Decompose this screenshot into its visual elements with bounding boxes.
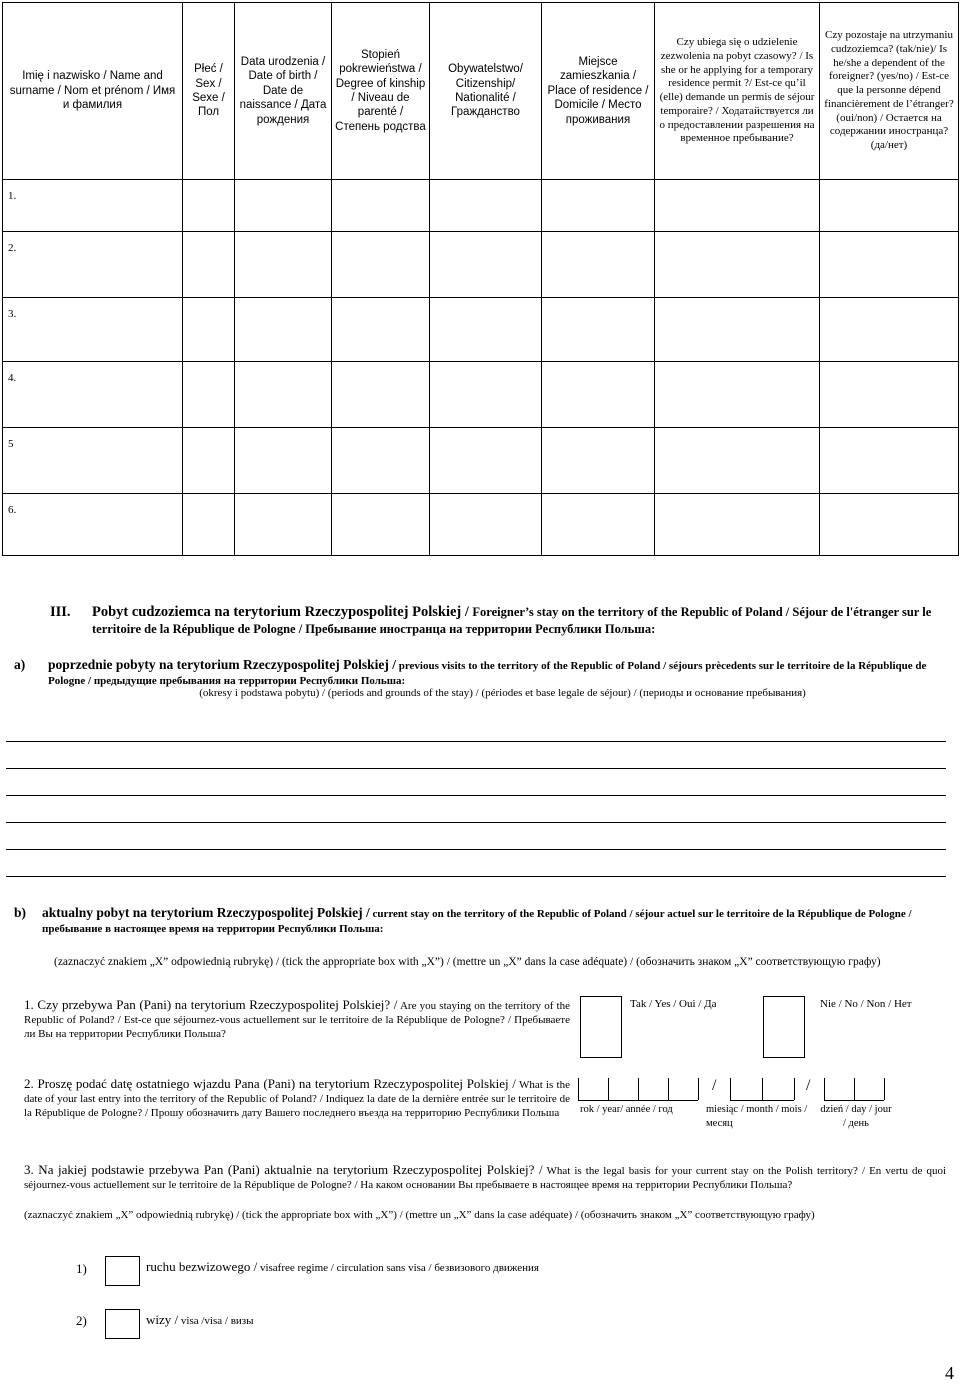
table-cell[interactable] <box>655 232 820 298</box>
day-label: dzień / day / jour / день <box>820 1104 892 1129</box>
table-cell[interactable] <box>430 232 542 298</box>
table-header-row <box>3 3 959 180</box>
part-b-heading-rest: current stay on the territory of the Republic of Poland / séjour actuel sur le territoire de la République de Pologne / пребывание в настоящее время на территории Республики Польша: <box>42 908 912 935</box>
table-cell[interactable] <box>820 180 959 232</box>
year-digit[interactable] <box>698 1078 699 1100</box>
table-cell[interactable] <box>430 428 542 494</box>
table-cell[interactable] <box>183 428 235 494</box>
header-residence: Miejsce zamieszkania / Place of residence / Domicile / Место проживания <box>542 3 655 180</box>
row-number: 1. <box>3 180 183 232</box>
part-b-instruction: (zaznaczyć znakiem „X” odpowiednią rubrykę) / (tick the appropriate box with „X”) / (mettre un „X” dans la case adéquate) / (обозначить знаком „X” соответствующую графу) <box>54 956 881 968</box>
part-b-label: b) <box>14 905 27 920</box>
header-sex: Płeć / Sex / Sexe / Пол <box>183 3 235 180</box>
table-cell[interactable] <box>332 428 430 494</box>
section-3-title <box>50 604 955 638</box>
question-3-instruction: (zaznaczyć znakiem „X” odpowiednią rubrykę) / (tick the appropriate box with „X”) / (mettre un „X” dans la case adéquate) / (обозначить знаком „X” соответствующую графу) <box>24 1209 815 1221</box>
option-1-label-rest: visafree regime / circulation sans visa / безвизового движения <box>259 1262 539 1274</box>
day-digit[interactable] <box>884 1078 885 1100</box>
year-label: rok / year/ année / год <box>580 1104 673 1115</box>
table-cell[interactable] <box>332 232 430 298</box>
table-cell[interactable] <box>542 232 655 298</box>
day-baseline <box>824 1100 884 1101</box>
table-cell[interactable] <box>183 232 235 298</box>
row-number: 2. <box>3 232 183 298</box>
part-b-heading <box>14 905 958 937</box>
table-cell[interactable] <box>235 428 332 494</box>
section-3-number: III. <box>50 604 71 620</box>
answer-line[interactable] <box>6 795 946 796</box>
question-1-rest: Are you staying on the territory of the Republic of Poland? / Est-ce que séjournez-vous actuellement sur le territoire de la République de Pologne? / Пребываете ли Вы на территории Республики Польша? <box>24 1000 570 1040</box>
section-3-title-rest: Foreigner’s stay on the territory of the Republic of Poland / Séjour de l'étranger sur le territoire de la République de Pologne / Пребывание иностранца на территории Республики Польша: <box>92 605 932 636</box>
table-cell[interactable] <box>430 362 542 428</box>
table-row <box>3 428 959 494</box>
question-2 <box>24 1077 570 1120</box>
family-members-table <box>2 2 959 556</box>
question-1-pl: 1. Czy przebywa Pan (Pani) na terytorium Rzeczypospolitej Polskiej? / <box>24 997 398 1012</box>
section-3-title-pl: Pobyt cudzoziemca na terytorium Rzeczypospolitej Polskiej / <box>92 604 469 620</box>
yes-label: Tak / Yes / Oui / Да <box>630 998 717 1010</box>
table-cell[interactable] <box>235 232 332 298</box>
header-dependent: Czy pozostaje na utrzymaniu cudzoziemca? (tak/nie)/ Is he/she a dependent of the foreigner? (yes/no) / Est-ce que la personne dépend financièrement de l’étranger? (oui/non) / Остается на содержании иностранца? (да/нет) <box>820 3 959 180</box>
month-label: miesiąc / month / mois / месяц <box>706 1104 808 1129</box>
answer-line[interactable] <box>6 849 946 850</box>
table-cell[interactable] <box>655 494 820 556</box>
table-cell[interactable] <box>183 298 235 362</box>
row-number: 5 <box>3 428 183 494</box>
part-a-label: a) <box>14 657 26 672</box>
table-cell[interactable] <box>235 298 332 362</box>
option-1-label <box>146 1260 846 1275</box>
table-cell[interactable] <box>332 180 430 232</box>
visa-free-checkbox[interactable] <box>105 1256 140 1286</box>
month-digit[interactable] <box>730 1078 731 1100</box>
part-a-heading-pl: poprzednie pobyty na terytorium Rzeczypospolitej Polskiej / <box>48 657 396 672</box>
header-kinship: Stopień pokrewieństwa / Degree of kinship / Niveau de parenté / Степень родства <box>332 3 430 180</box>
year-baseline <box>578 1100 698 1101</box>
part-a-heading <box>14 657 954 689</box>
table-cell[interactable] <box>235 180 332 232</box>
table-cell[interactable] <box>332 362 430 428</box>
table-row <box>3 232 959 298</box>
no-label: Nie / No / Non / Нет <box>820 998 912 1010</box>
question-1 <box>24 998 570 1041</box>
option-1-label-pl: ruchu bezwizowego / <box>146 1259 258 1274</box>
table-cell[interactable] <box>183 180 235 232</box>
question-3 <box>24 1163 946 1192</box>
no-checkbox[interactable] <box>763 996 805 1058</box>
question-3-pl: 3. Na jakiej podstawie przebywa Pan (Pani) aktualnie na terytorium Rzeczypospolitej Polskiej? / <box>24 1162 543 1177</box>
row-number: 3. <box>3 298 183 362</box>
day-digit[interactable] <box>854 1078 855 1100</box>
date-separator: / <box>712 1077 717 1094</box>
question-3-rest: What is the legal basis for your current stay on the Polish territory? / En vertu de quoi séjournez-vous actuellement sur le territoire de la République de Pologne? / На каком основании Вы пребываете в настоящее время на территории Республики Польша? <box>24 1165 947 1191</box>
header-citizenship: Obywatelstwo/ Citizenship/ Nationalité / Гражданство <box>430 3 542 180</box>
table-cell[interactable] <box>430 494 542 556</box>
table-cell[interactable] <box>820 298 959 362</box>
table-cell[interactable] <box>542 428 655 494</box>
table-cell[interactable] <box>235 362 332 428</box>
option-2-label-pl: wizy / <box>146 1312 179 1327</box>
table-row <box>3 180 959 232</box>
question-2-pl: 2. Proszę podać datę ostatniego wjazdu Pana (Pani) na terytorium Rzeczypospolitej Polskiej / <box>24 1076 516 1091</box>
table-cell[interactable] <box>542 180 655 232</box>
table-cell[interactable] <box>655 180 820 232</box>
table-cell[interactable] <box>655 428 820 494</box>
table-cell[interactable] <box>235 494 332 556</box>
header-name: Imię i nazwisko / Name and surname / Nom et prénom / Имя и фамилия <box>3 3 183 180</box>
year-digit[interactable] <box>578 1078 579 1100</box>
table-cell[interactable] <box>183 494 235 556</box>
table-cell[interactable] <box>820 232 959 298</box>
question-2-rest: What is the date of your last entry into the territory of the Republic of Poland? / Indiquez la date de la dernière entrée sur le territoire de la République de Pologne? / Прошу обозначить дату Вашего последнего въезда на территорию Республики Польша <box>24 1079 570 1119</box>
visa-checkbox[interactable] <box>105 1309 140 1339</box>
table-row <box>3 494 959 556</box>
part-a-heading-rest: previous visits to the territory of the Republic of Poland / séjours prècedents sur le territoire de la République de Pologne / предыдущие пребывания на территории Республики Польша: <box>48 660 927 687</box>
table-cell[interactable] <box>183 362 235 428</box>
year-digit[interactable] <box>668 1078 669 1100</box>
table-cell[interactable] <box>820 362 959 428</box>
table-row <box>3 298 959 362</box>
option-2-number: 2) <box>76 1313 87 1328</box>
month-digit[interactable] <box>762 1078 763 1100</box>
answer-line[interactable] <box>6 876 946 877</box>
table-cell[interactable] <box>542 362 655 428</box>
table-cell[interactable] <box>332 494 430 556</box>
header-temporary-permit: Czy ubiega się o udzielenie zezwolenia na pobyt czasowy? / Is she or he applying for a temporary residence permit ?/ Est-ce qu’il (elle) demande un permis de séjour temporaire? / Ходатайствуется ли о предоставлении разрешения на временное пребывание? <box>655 3 820 180</box>
month-baseline <box>730 1100 794 1101</box>
date-separator: / <box>806 1077 811 1094</box>
row-number: 4. <box>3 362 183 428</box>
table-cell[interactable] <box>332 298 430 362</box>
part-b-heading-pl: aktualny pobyt na terytorium Rzeczypospolitej Polskiej / <box>42 905 370 920</box>
yes-checkbox[interactable] <box>580 996 622 1058</box>
table-cell[interactable] <box>820 428 959 494</box>
part-a-note: (okresy i podstawa pobytu) / (periods and grounds of the stay) / (périodes et base legale de séjour) / (периоды и основание пребывания) <box>199 687 806 699</box>
option-2-label <box>146 1313 846 1328</box>
table-cell[interactable] <box>430 180 542 232</box>
answer-line[interactable] <box>6 822 946 823</box>
table-cell[interactable] <box>542 298 655 362</box>
table-cell[interactable] <box>655 362 820 428</box>
row-number: 6. <box>3 494 183 556</box>
table-cell[interactable] <box>655 298 820 362</box>
month-digit[interactable] <box>794 1078 795 1100</box>
table-cell[interactable] <box>430 298 542 362</box>
year-digit[interactable] <box>608 1078 609 1100</box>
option-2-label-rest: visa /visa / визы <box>180 1315 254 1327</box>
header-birth-date: Data urodzenia / Date of birth / Date de naissance / Дата рождения <box>235 3 332 180</box>
year-digit[interactable] <box>638 1078 639 1100</box>
day-digit[interactable] <box>824 1078 825 1100</box>
table-cell[interactable] <box>820 494 959 556</box>
answer-line[interactable] <box>6 768 946 769</box>
table-row <box>3 362 959 428</box>
answer-line[interactable] <box>6 741 946 742</box>
table-cell[interactable] <box>542 494 655 556</box>
option-1-number: 1) <box>76 1261 87 1276</box>
page-number: 4 <box>945 1363 954 1383</box>
